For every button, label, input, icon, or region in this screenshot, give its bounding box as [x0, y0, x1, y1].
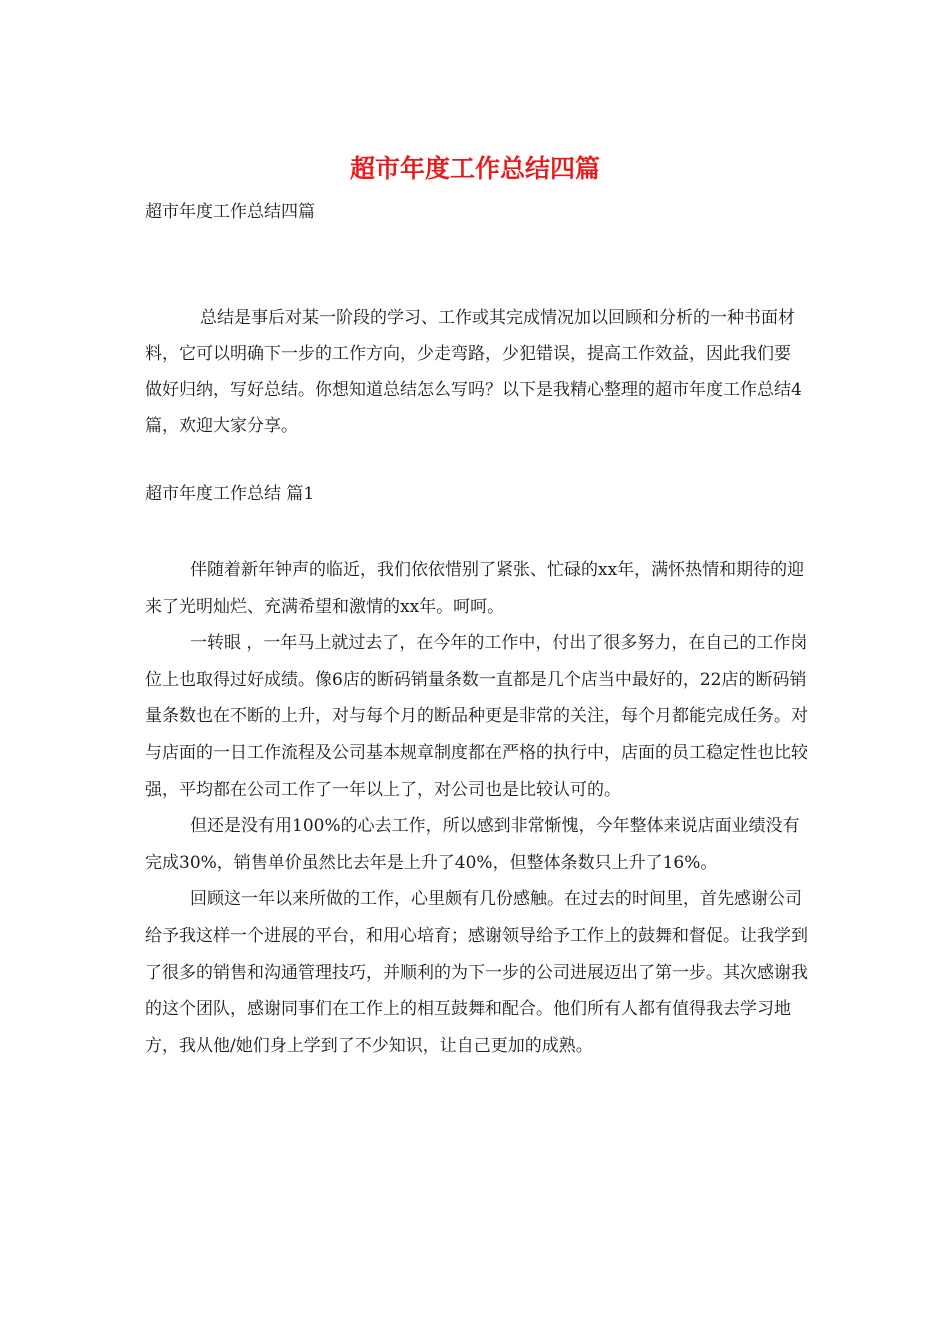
body-paragraph: 一转眼 ，一年马上就过去了，在今年的工作中，付出了很多努力，在自己的工作岗位上也取得过好成绩。像6店的断码销量条数一直都是几个店当中最好的，22店的断码销量条数也在不断的上升，对与每个月的断品种更是非常的关注，每个月都能完成任务。对与店面的一日工作流程及公司基本规章制度都在严格的执行中，店面的员工稳定性也比较强，平均都在公司工作了一年以上了，对公司也是比较认可的。: [145, 633, 808, 800]
intro-paragraph: 总结是事后对某一阶段的学习、工作或其完成情况加以回顾和分析的一种书面材料，它可以明确下一步的工作方向，少走弯路，少犯错误，提高工作效益，因此我们要做好归纳，写好总结。你想知道总结怎么写吗？以下是我精心整理的超市年度工作总结4篇，欢迎大家分享。: [145, 308, 802, 436]
document-title: 超市年度工作总结四篇: [349, 154, 600, 183]
section-body: [145, 552, 810, 1064]
section-heading: 超市年度工作总结 篇1: [145, 484, 315, 504]
document-subtitle: 超市年度工作总结四篇: [145, 202, 315, 222]
body-paragraph: 回顾这一年以来所做的工作，心里颇有几份感触。在过去的时间里，首先感谢公司给予我这样一个进展的平台，和用心培育；感谢领导给予工作上的鼓舞和督促。让我学到了很多的销售和沟通管理技巧，并顺利的为下一步的公司进展迈出了第一步。其次感谢我的这个团队，感谢同事们在工作上的相互鼓舞和配合。他们所有人都有值得我去学习地方，我从他/她们身上学到了不少知识，让自己更加的成熟。: [145, 889, 808, 1056]
body-paragraph: 伴随着新年钟声的临近，我们依依惜别了紧张、忙碌的xx年，满怀热情和期待的迎来了光明灿烂、充满希望和激情的xx年。呵呵。: [145, 560, 805, 617]
body-paragraph: 但还是没有用100%的心去工作，所以感到非常惭愧，今年整体来说店面业绩没有完成30%，销售单价虽然比去年是上升了40%，但整体条数只上升了16%。: [145, 816, 800, 873]
